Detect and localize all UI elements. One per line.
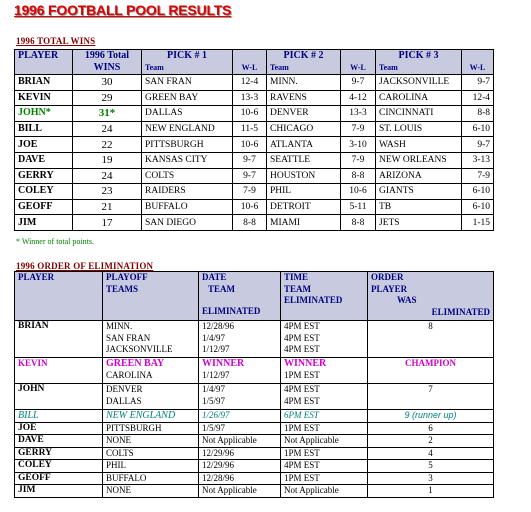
pick1-team: RAIDERS [142, 184, 233, 200]
pick2-team: MINN. [267, 75, 341, 91]
player-name: GERRY [15, 168, 73, 184]
total-wins-row [15, 199, 494, 215]
elim-date: 12/28/96 [202, 321, 235, 331]
pick1-team: BUFFALO [142, 199, 233, 215]
elim-team: JACKSONVILLE [106, 344, 173, 354]
pick1-wl: 7-9 [233, 184, 267, 200]
pick3-team: JACKSONVILLE [376, 75, 462, 91]
pick3-team: WASH [376, 137, 462, 153]
elim-team: PHIL [103, 460, 199, 473]
elim-row [15, 435, 494, 448]
elim-time: 4PM EST [284, 321, 320, 331]
elim-row-bill [15, 410, 494, 423]
pick1-team: NEW ENGLAND [142, 121, 233, 137]
elim-team: NEW ENGLAND [103, 410, 199, 423]
elim-date: 12/28/96 [199, 472, 281, 485]
elim-team: COLTS [103, 447, 199, 460]
pick3-team: TB [376, 199, 462, 215]
pick2-wl: 9-7 [341, 75, 376, 91]
pick1-team: COLTS [142, 168, 233, 184]
pick3-team: ARIZONA [376, 168, 462, 184]
header-pick3 [376, 50, 462, 75]
header-pick3-team: Team [379, 63, 398, 72]
pick2-team: HOUSTON [267, 168, 341, 184]
total-wins-row [15, 168, 494, 184]
elim-time: 4PM EST [284, 332, 320, 343]
pick3-team: CINCINNATI [376, 106, 462, 122]
pick2-team: MIAMI [267, 215, 341, 231]
pick1-wl: 10-6 [233, 137, 267, 153]
elim-date: WINNER [202, 358, 245, 369]
elim-time: Not Applicable [281, 435, 368, 448]
pick2-wl: 8-8 [341, 168, 376, 184]
pick1-wl: 13-3 [233, 90, 267, 106]
section-total-wins-heading: 1996 TOTAL WINS [16, 36, 96, 46]
pick2-wl: 13-3 [341, 106, 376, 122]
elim-player: KEVIN [15, 358, 103, 384]
pick1-wl: 12-4 [233, 75, 267, 91]
elim-row [15, 460, 494, 473]
pick2-wl: 7-9 [341, 121, 376, 137]
pick2-wl: 4-12 [341, 90, 376, 106]
elim-row [15, 422, 494, 435]
elim-time: 1PM EST [281, 472, 368, 485]
elim-team: MINN. [106, 321, 133, 331]
elim-order: 9 (runner up) [368, 410, 494, 423]
elim-dates [199, 384, 281, 410]
pick2-team: DENVER [267, 106, 341, 122]
elim-time: 4PM EST [281, 460, 368, 473]
elim-header-date-2: TEAM [208, 283, 235, 294]
elim-date: 1/4/97 [202, 384, 226, 394]
total-wins-value: 21 [73, 199, 142, 215]
elim-header-date-3: ELIMINATED [202, 306, 261, 316]
elim-time: 4PM EST [284, 344, 320, 354]
elim-time: 1PM EST [281, 422, 368, 435]
elim-time: Not Applicable [281, 485, 368, 498]
elimination-header-row [15, 272, 494, 321]
elim-date: 12/29/96 [199, 460, 281, 473]
total-wins-row [15, 152, 494, 168]
elim-time: WINNER [284, 358, 327, 369]
elim-row [15, 485, 494, 498]
elim-times [281, 384, 368, 410]
pick1-team: KANSAS CITY [142, 152, 233, 168]
total-wins-value: 29 [73, 90, 142, 106]
pick3-team: CAROLINA [376, 90, 462, 106]
pick2-team: ATLANTA [267, 137, 341, 153]
elim-date: 12/29/96 [199, 447, 281, 460]
pick1-team: GREEN BAY [142, 90, 233, 106]
total-wins-row [15, 184, 494, 200]
total-wins-value: 30 [73, 75, 142, 91]
pick1-team: DALLAS [142, 106, 233, 122]
elim-team: GREEN BAY [106, 358, 165, 369]
total-wins-value: 17 [73, 215, 142, 231]
pick3-team: NEW ORLEANS [376, 152, 462, 168]
total-wins-row [15, 121, 494, 137]
pick2-wl: 5-11 [341, 199, 376, 215]
elim-team: SAN FRAN [106, 332, 151, 343]
total-wins-row [15, 90, 494, 106]
elim-header-time-1: TIME [284, 272, 309, 282]
elim-header-order-4: ELIMINATED [431, 306, 490, 317]
pick1-wl: 11-5 [233, 121, 267, 137]
elim-teams [103, 321, 199, 358]
elim-order: 6 [368, 422, 494, 435]
pick3-wl: 8-8 [462, 106, 494, 122]
elim-player: JOHN [15, 384, 103, 410]
total-wins-header-row [15, 50, 494, 75]
pick3-team: GIANTS [376, 184, 462, 200]
header-pick2-label: PICK # 2 [283, 50, 324, 61]
elim-team: NONE [103, 435, 199, 448]
elim-team: DENVER [106, 384, 143, 394]
elim-header-time [281, 272, 368, 321]
header-pick1 [142, 50, 233, 75]
pick1-wl: 9-7 [233, 168, 267, 184]
total-wins-row [15, 137, 494, 153]
total-wins-value: 24 [73, 168, 142, 184]
pick1-team: PITTSBURGH [142, 137, 233, 153]
page-title: 1996 FOOTBALL POOL RESULTS [14, 2, 232, 18]
elim-player: GERRY [15, 447, 103, 460]
elim-order: 8 [368, 321, 494, 358]
elim-row [15, 447, 494, 460]
elim-header-teams [103, 272, 199, 321]
player-name: BILL [15, 121, 73, 137]
elim-dates [199, 321, 281, 358]
pick2-team: PHIL [267, 184, 341, 200]
elim-order: CHAMPION [368, 358, 494, 384]
player-name: JOE [15, 137, 73, 153]
player-name: COLEY [15, 184, 73, 200]
total-wins-row [15, 106, 494, 122]
pick3-wl: 3-13 [462, 152, 494, 168]
pick2-team: DETROIT [267, 199, 341, 215]
elim-player: BILL [15, 410, 103, 423]
elim-row-brian [15, 321, 494, 358]
pick1-wl: 10-6 [233, 106, 267, 122]
header-pick2 [267, 50, 341, 75]
pick1-wl: 9-7 [233, 152, 267, 168]
elim-order: 5 [368, 460, 494, 473]
player-name: BRIAN [15, 75, 73, 91]
player-name: DAVE [15, 152, 73, 168]
total-wins-value: 22 [73, 137, 142, 153]
elim-date: Not Applicable [199, 485, 281, 498]
pick2-team: SEATTLE [267, 152, 341, 168]
header-pick2-wl [341, 50, 376, 75]
pick3-wl: 1-15 [462, 215, 494, 231]
elim-player: JIM [15, 485, 103, 498]
elim-header-order-2: PLAYER [371, 283, 408, 294]
elim-team: CAROLINA [106, 369, 153, 380]
elim-time: 1PM EST [281, 447, 368, 460]
elim-times [281, 358, 368, 384]
header-player: PLAYER [15, 50, 73, 75]
elim-header-teams-2: TEAMS [106, 283, 139, 294]
total-wins-value: 24 [73, 121, 142, 137]
elim-teams [103, 358, 199, 384]
pick2-team: CHICAGO [267, 121, 341, 137]
elim-player: DAVE [15, 435, 103, 448]
pick3-team: JETS [376, 215, 462, 231]
header-wl-2: W-L [350, 63, 366, 72]
player-name: GEOFF [15, 199, 73, 215]
elim-player: GEOFF [15, 472, 103, 485]
elim-row-kevin [15, 358, 494, 384]
pick1-wl: 8-8 [233, 215, 267, 231]
elim-time: 6PM EST [281, 410, 368, 423]
total-wins-row [15, 75, 494, 91]
elim-player: JOE [15, 422, 103, 435]
elim-header-time-3: ELIMINATED [284, 295, 343, 305]
pick2-wl: 10-6 [341, 184, 376, 200]
header-pick1-label: PICK # 1 [167, 50, 207, 61]
section-elimination-heading: 1996 ORDER OF ELIMINATION [16, 261, 154, 271]
pick1-team: SAN FRAN [142, 75, 233, 91]
elim-team: DALLAS [106, 395, 142, 406]
total-wins-value: 23 [73, 184, 142, 200]
pick2-wl: 7-9 [341, 152, 376, 168]
elimination-table [14, 271, 494, 498]
elim-date: 1/26/97 [199, 410, 281, 423]
pick2-wl: 3-10 [341, 137, 376, 153]
pick3-team: ST. LOUIS [376, 121, 462, 137]
pick3-wl: 9-7 [462, 75, 494, 91]
elim-header-order [368, 272, 494, 321]
elim-player: COLEY [15, 460, 103, 473]
elim-header-order-1: ORDER [371, 272, 404, 282]
elim-row [15, 472, 494, 485]
total-wins-value: 19 [73, 152, 142, 168]
player-name: KEVIN [15, 90, 73, 106]
elim-player: BRIAN [15, 321, 103, 358]
elim-row-john [15, 384, 494, 410]
elim-time: 4PM EST [284, 395, 320, 406]
pick3-wl: 12-4 [462, 90, 494, 106]
header-wl-3: W-L [469, 63, 486, 72]
elim-header-order-3: WAS [397, 295, 417, 305]
pick1-team: SAN DIEGO [142, 215, 233, 231]
elim-date: 1/12/97 [202, 369, 230, 380]
header-pick2-team: Team [270, 63, 289, 72]
header-pick1-team: Team [145, 63, 164, 72]
pick3-wl: 7-9 [462, 168, 494, 184]
pick3-wl: 6-10 [462, 121, 494, 137]
elim-date: 1/4/97 [202, 332, 226, 343]
total-wins-table [14, 49, 494, 231]
elim-date: 1/5/97 [199, 422, 281, 435]
pick2-wl: 8-8 [341, 215, 376, 231]
elim-team: PITTSBURGH [103, 422, 199, 435]
header-total-bottom: WINS [93, 62, 121, 73]
elim-order: 1 [368, 485, 494, 498]
header-pick3-label: PICK # 3 [398, 50, 439, 61]
elim-date: 1/12/97 [202, 344, 230, 354]
elim-header-date-1: DATE [202, 272, 227, 282]
total-wins-row [15, 215, 494, 231]
elim-order: 4 [368, 447, 494, 460]
elim-date: 1/5/97 [202, 395, 226, 406]
elim-times [281, 321, 368, 358]
header-wl-1: W-L [241, 63, 258, 72]
elim-date: Not Applicable [199, 435, 281, 448]
elim-teams [103, 384, 199, 410]
elim-time: 1PM EST [284, 369, 320, 380]
elim-order: 7 [368, 384, 494, 410]
total-wins-value: 31* [73, 106, 142, 122]
elim-header-teams-1: PLAYOFF [106, 272, 148, 282]
header-pick3-wl [462, 50, 494, 75]
header-total-wins [73, 50, 142, 75]
pick2-team: RAVENS [267, 90, 341, 106]
player-name: JIM [15, 215, 73, 231]
winner-footnote: * Winner of total points. [16, 237, 94, 246]
pick1-wl: 10-6 [233, 199, 267, 215]
elim-header-time-2: TEAM [284, 283, 311, 294]
player-name: JOHN* [15, 106, 73, 122]
elim-team: BUFFALO [103, 472, 199, 485]
pick3-wl: 9-7 [462, 137, 494, 153]
elim-order: 3 [368, 472, 494, 485]
elim-time: 4PM EST [284, 384, 320, 394]
elim-team: NONE [103, 485, 199, 498]
header-pick1-wl [233, 50, 267, 75]
pick3-wl: 6-10 [462, 184, 494, 200]
pick3-wl: 6-10 [462, 199, 494, 215]
elim-header-date [199, 272, 281, 321]
elim-order: 2 [368, 435, 494, 448]
elim-dates [199, 358, 281, 384]
header-total-top: 1996 Total [84, 50, 130, 61]
elim-header-player: PLAYER [15, 272, 103, 321]
